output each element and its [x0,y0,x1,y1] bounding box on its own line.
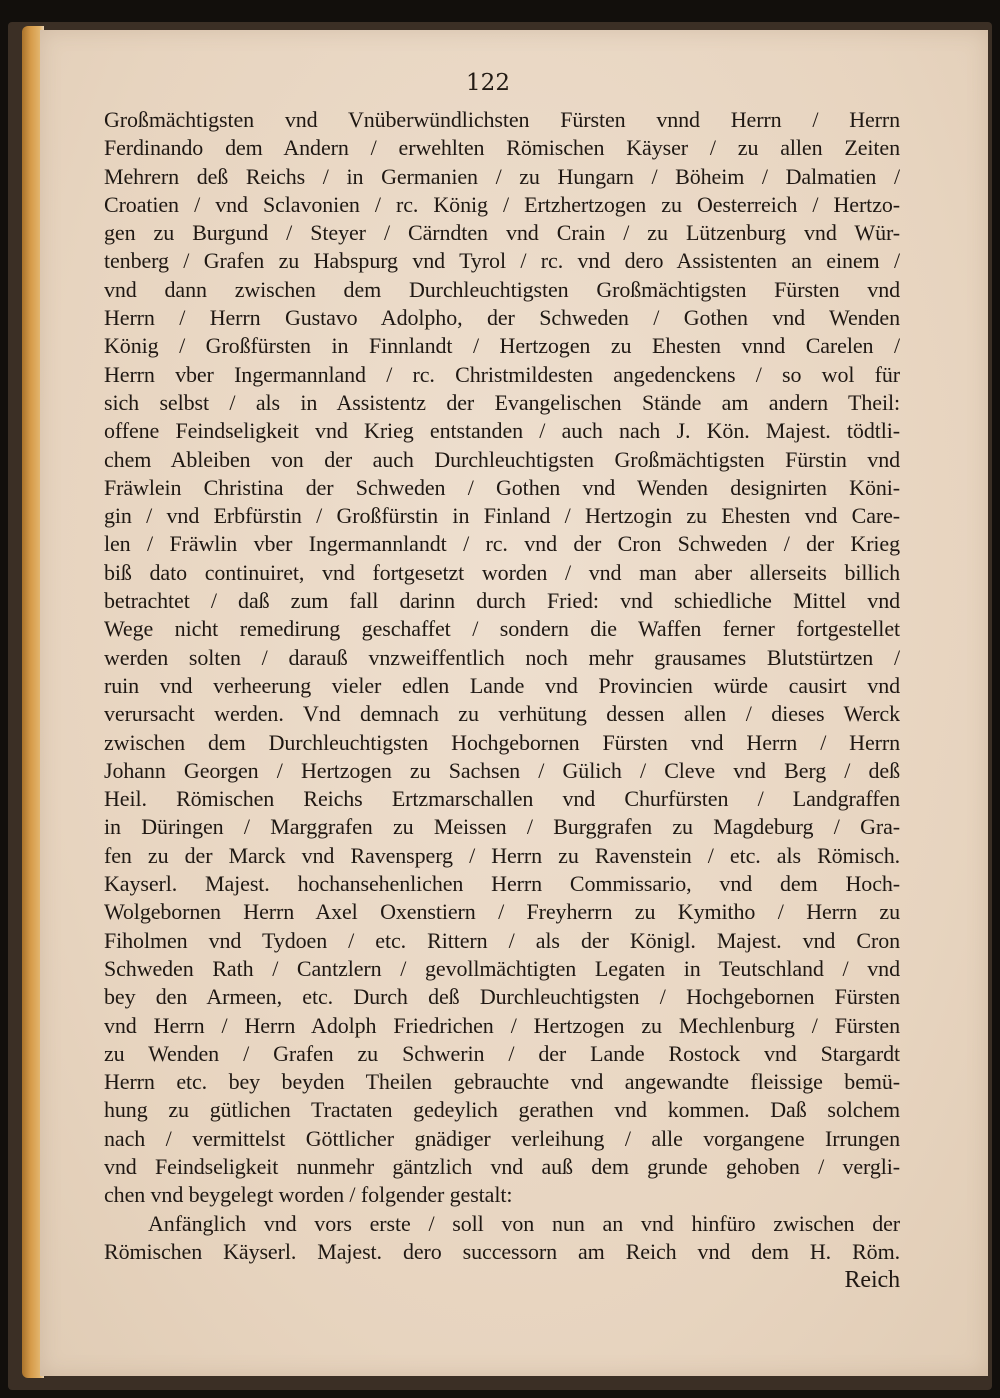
text-line: Fräwlein Christina der Schweden / Gothen vnd Wenden designirten Köni- [104,474,900,500]
text-line: offene Feindseligkeit vnd Krieg entstanden / auch nach J. Kön. Majest. tödtli- [104,418,900,444]
text-line: zu Wenden / Grafen zu Schwerin / der Lande Rostock vnd Stargardt [104,1040,900,1066]
text-line: ruin vnd verheerung vieler edlen Lande vnd Provincien würde causirt vnd [104,672,900,698]
text-line: Fiholmen vnd Tydoen / etc. Rittern / als der Königl. Majest. vnd Cron [104,927,900,953]
text-line: vnd Herrn / Herrn Adolph Friedrichen / Hertzogen zu Mechlenburg / Fürsten [104,1012,900,1038]
text-line: König / Großfürsten in Finnlandt / Hertzogen zu Ehesten vnnd Carelen / [104,333,900,359]
body-text [104,106,900,1294]
text-line: Croatien / vnd Sclavonien / rc. König / Ertzhertzogen zu Oesterreich / Hertzo- [104,191,900,217]
text-line: Wolgebornen Herrn Axel Oxenstiern / Freyherrn zu Kymitho / Herrn zu [104,899,900,925]
text-line: fen zu der Marck vnd Ravensperg / Herrn zu Ravenstein / etc. als Römisch. [104,842,900,868]
text-line: chem Ableiben von der auch Durchleuchtigsten Großmächtigsten Fürstin vnd [104,446,900,472]
text-line: in Düringen / Marggrafen zu Meissen / Burggrafen zu Magdeburg / Gra- [104,814,900,840]
text-line: vnd dann zwischen dem Durchleuchtigsten Großmächtigsten Fürsten vnd [104,276,900,302]
text-line: nach / vermittelst Göttlicher gnädiger verleihung / alle vorgangene Irrungen [104,1125,900,1151]
text-line: gin / vnd Erbfürstin / Großfürstin in Finland / Hertzogin zu Ehesten vnd Care- [104,503,900,529]
text-line: vnd Feindseligkeit nunmehr gäntzlich vnd auß dem grunde gehoben / vergli- [104,1153,900,1179]
text-line: gen zu Burgund / Steyer / Cärndten vnd Crain / zu Lützenburg vnd Wür- [104,220,900,246]
text-line: Schweden Rath / Cantzlern / gevollmächtigten Legaten in Teutschland / vnd [104,955,900,981]
text-line: Wege nicht remedirung geschaffet / sondern die Waffen ferner fortgestellet [104,616,900,642]
text-line: Herrn etc. bey beyden Theilen gebrauchte vnd angewandte fleissige bemü- [104,1069,900,1095]
text-line: len / Fräwlin vber Ingermannlandt / rc. vnd der Cron Schweden / der Krieg [104,531,900,557]
text-line: Johann Georgen / Hertzogen zu Sachsen / Gülich / Cleve vnd Berg / deß [104,757,900,783]
page-number: 122 [466,70,510,96]
text-line: zwischen dem Durchleuchtigsten Hochgebornen Fürsten vnd Herrn / Herrn [104,729,900,755]
text-line: betrachtet / daß zum fall darinn durch Fried: vnd schiedliche Mittel vnd [104,588,900,614]
text-line: Römischen Käyserl. Majest. dero successorn am Reich vnd dem H. Röm. [104,1238,900,1264]
text-line: Herrn / Herrn Gustavo Adolpho, der Schweden / Gothen vnd Wenden [104,305,900,331]
text-line: biß dato continuiret, vnd fortgesetzt worden / vnd man aber allerseits billich [104,559,900,585]
text-line: Kayserl. Majest. hochansehenlichen Herrn Commissario, vnd dem Hoch- [104,871,900,897]
text-line: verursacht werden. Vnd demnach zu verhütung dessen allen / dieses Werck [104,701,900,727]
text-line: bey den Armeen, etc. Durch deß Durchleuchtigsten / Hochgebornen Fürsten [104,984,900,1010]
paragraph-start-line: Anfänglich vnd vors erste / soll von nun an vnd hinfüro zwischen der [148,1210,900,1236]
text-line: hung zu gütlichen Tractaten gedeylich gerathen vnd kommen. Daß solchem [104,1097,900,1123]
text-line: Ferdinando dem Andern / erwehlten Römischen Käyser / zu allen Zeiten [104,135,900,161]
text-line: sich selbst / als in Assistentz der Evangelischen Stände am andern Theil: [104,389,900,415]
text-line: tenberg / Grafen zu Habspurg vnd Tyrol / rc. vnd dero Assistenten an einem / [104,248,900,274]
text-line: Großmächtigsten vnd Vnüberwündlichsten Fürsten vnnd Herrn / Herrn [104,107,900,132]
text-line: Mehrern deß Reichs / in Germanien / zu Hungarn / Böheim / Dalmatien / [104,163,900,189]
text-line: Heil. Römischen Reichs Ertzmarschallen vnd Churfürsten / Landgraffen [104,786,900,812]
text-line: chen vnd beygelegt worden / folgender gestalt: [104,1182,513,1208]
text-line: Herrn vber Ingermannland / rc. Christmildesten angedenckens / so wol für [104,361,900,387]
text-line: werden solten / darauß vnzweiffentlich noch mehr grausames Blutstürtzen / [104,644,900,670]
catchword: Reich [844,1267,900,1294]
